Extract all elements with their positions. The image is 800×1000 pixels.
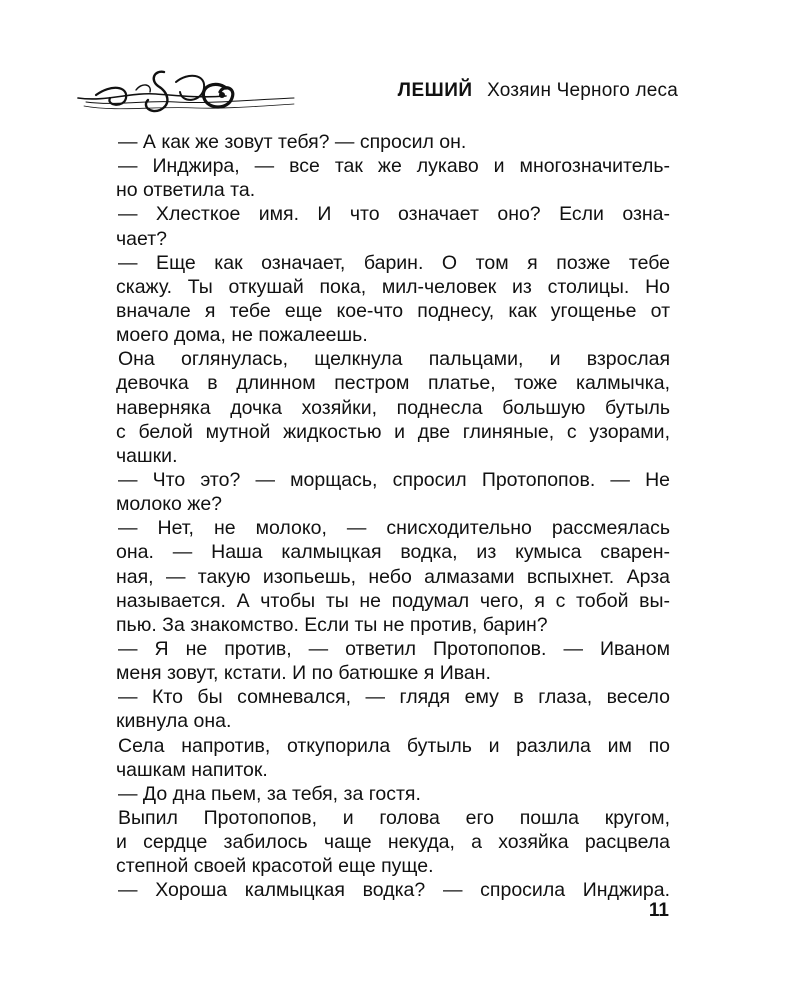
book-title: Хозяин Черного леса xyxy=(487,80,678,101)
text-line: — Я не против, — ответил Протопопов. — Иваном xyxy=(118,637,670,660)
text-line: ная, — такую изопьешь, небо алмазами вспыхнет. Арза xyxy=(116,565,670,588)
text-line: — Хороша калмыцкая водка? — спросила Инджира. xyxy=(118,879,670,902)
text-line: чашкам напиток. xyxy=(116,758,268,781)
text-line: — Нет, не молоко, — снисходительно рассмеялась xyxy=(118,517,670,540)
text-line: меня зовут, кстати. И по батюшке я Иван. xyxy=(116,662,491,685)
text-line: моего дома, не пожалеешь. xyxy=(116,324,368,347)
text-line: Она оглянулась, щелкнула пальцами, и взрослая xyxy=(118,348,670,371)
text-line: Выпил Протопопов, и голова его пошла кругом, xyxy=(118,806,670,829)
text-line: она. — Наша калмыцкая водка, из кумыса сварен- xyxy=(116,541,670,564)
text-line: пью. За знакомство. Если ты не против, барин? xyxy=(116,613,548,636)
text-line: — Инджира, — все так же лукаво и многозначитель- xyxy=(118,155,670,178)
text-line: — Что это? — морщась, спросил Протопопов. — Не xyxy=(118,468,670,491)
text-line: и сердце забилось чаще некуда, а хозяйка расцвела xyxy=(116,831,670,854)
text-line: чашки. xyxy=(116,444,178,467)
text-line: наверняка дочка хозяйки, поднесла большую бутыль xyxy=(116,396,670,419)
running-header xyxy=(398,80,678,102)
text-line: — Еще как означает, барин. О том я позже тебе xyxy=(118,251,670,274)
text-line: — А как же зовут тебя? — спросил он. xyxy=(118,131,467,153)
text-line: — Кто бы сомневался, — глядя ему в глаза, весело xyxy=(118,686,670,709)
text-line: Села напротив, откупорила бутыль и разлила им по xyxy=(118,734,670,757)
text-line: кивнула она. xyxy=(116,710,232,733)
text-line: чает? xyxy=(116,227,167,250)
body-text xyxy=(116,130,670,903)
text-line: степной своей красотой еще пуще. xyxy=(116,855,434,878)
text-line: — Хлесткое имя. И что означает оно? Если озна- xyxy=(118,203,670,226)
series-title: ЛЕШИЙ xyxy=(397,80,473,101)
text-line: девочка в длинном пестром платье, тоже калмычка, xyxy=(116,372,670,395)
text-line: с белой мутной жидкостью и две глиняные, с узорами, xyxy=(116,420,670,443)
text-line: называется. А чтобы ты не подумал чего, я с тобой вы- xyxy=(116,589,670,612)
page-number: 11 xyxy=(648,900,669,921)
text-line: вначале я тебе еще кое-что поднесу, как угощенье от xyxy=(116,299,670,322)
text-line: но ответила та. xyxy=(116,179,256,202)
text-line: скажу. Ты откушай пока, мил-человек из столицы. Но xyxy=(116,275,670,298)
text-line: — До дна пьем, за тебя, за гостя. xyxy=(118,782,421,805)
swirl-ornament-icon xyxy=(76,62,296,118)
text-line: молоко же? xyxy=(116,493,223,516)
